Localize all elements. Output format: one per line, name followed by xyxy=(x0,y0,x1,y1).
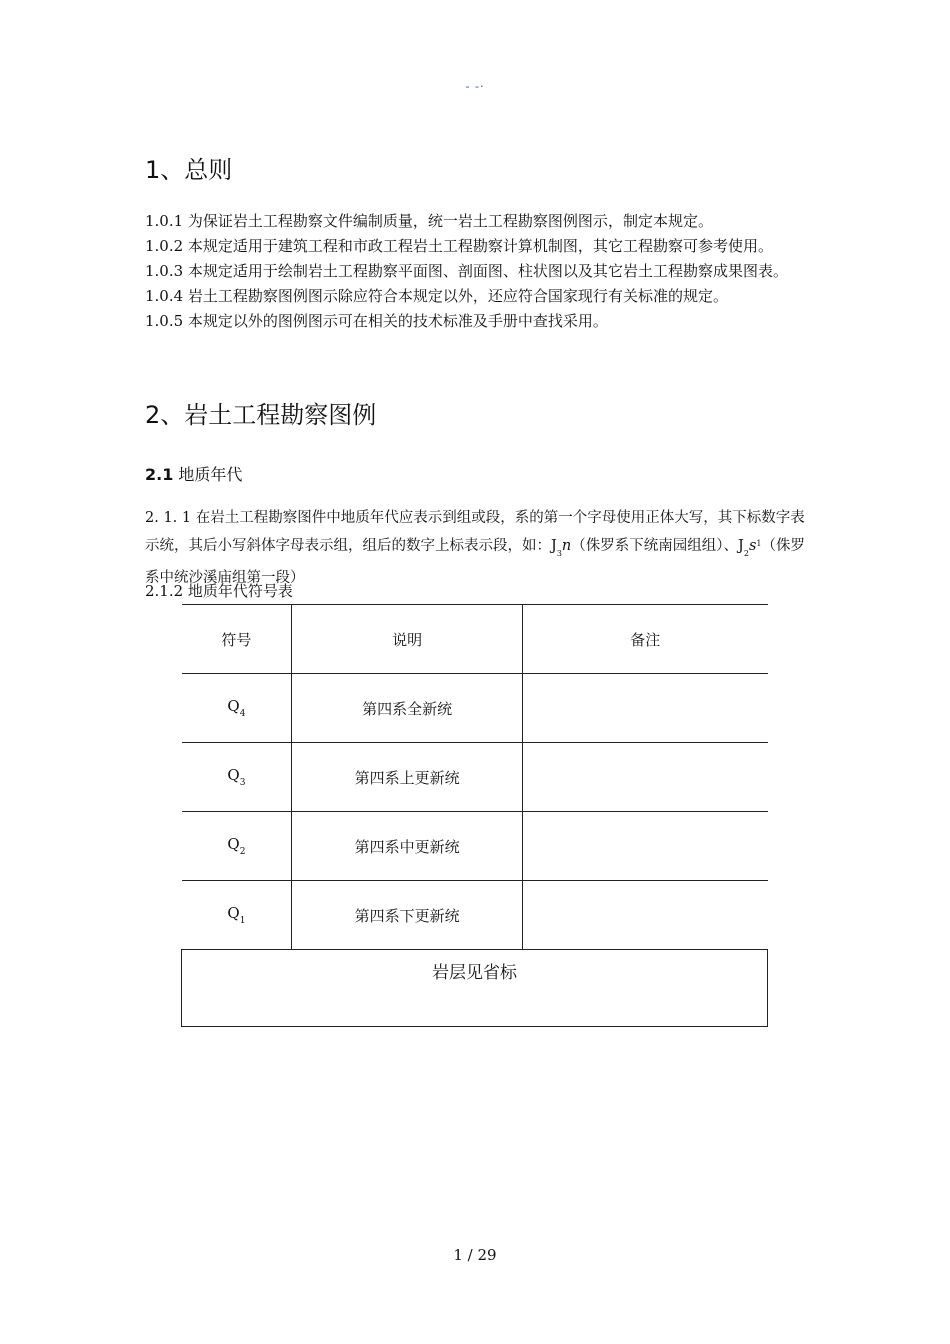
subsection-title: 地质年代 xyxy=(173,465,243,484)
page-number: 1 / 29 xyxy=(453,1246,497,1264)
cell-symbol: $Q_3$ xyxy=(182,743,292,812)
subsection-2-1-heading xyxy=(145,462,242,485)
cell-symbol: $Q_4$ xyxy=(182,674,292,743)
section-1-heading: 1、总则 xyxy=(145,156,233,184)
table-caption: 2.1.2 地质年代符号表 xyxy=(145,582,293,600)
cell-remarks xyxy=(522,812,767,881)
clause-1-0-4: 1.0.4 岩土工程勘察图例图示除应符合本规定以外，还应符合国家现行有关标准的规定。 xyxy=(145,287,728,305)
clause-text-b: （侏罗系下统南园组组）、 xyxy=(571,538,739,554)
cell-symbol: $Q_2$ xyxy=(182,812,292,881)
table-row xyxy=(182,674,768,743)
clause-text-c: （侏罗系中统沙溪庙组第一段） xyxy=(145,538,805,586)
table-row xyxy=(182,881,768,950)
section-2-heading: 2、岩土工程勘察图例 xyxy=(145,401,377,429)
table-row xyxy=(182,812,768,881)
section-1-body xyxy=(145,209,810,334)
cell-symbol: $Q_1$ xyxy=(182,881,292,950)
example-symbol-2: $J_2s^1$ xyxy=(738,538,762,558)
subsection-number: 2.1 xyxy=(145,465,174,484)
clause-1-0-3: 1.0.3 本规定适用于绘制岩土工程勘察平面图、剖面图、柱状图以及其它岩土工程勘察成果图表。 xyxy=(145,262,788,280)
header-symbol: 符号 xyxy=(182,605,292,674)
clause-1-0-2: 1.0.2 本规定适用于建筑工程和市政工程岩土工程勘察计算机制图，其它工程勘察可参考使用。 xyxy=(145,237,773,255)
geologic-age-table xyxy=(181,604,768,1027)
cell-description: 第四系全新统 xyxy=(292,674,523,743)
clause-2-1-1 xyxy=(145,506,810,591)
cell-remarks xyxy=(522,674,767,743)
cell-remarks xyxy=(522,743,767,812)
cell-remarks xyxy=(522,881,767,950)
clause-1-0-1: 1.0.1 为保证岩土工程勘察文件编制质量，统一岩土工程勘察图例图示，制定本规定。 xyxy=(145,212,713,230)
example-symbol-1: $J_3n$ xyxy=(551,538,572,558)
cell-description: 第四系下更新统 xyxy=(292,881,523,950)
clause-1-0-5: 1.0.5 本规定以外的图例图示可在相关的技术标准及手册中查找采用。 xyxy=(145,312,608,330)
header-remarks: 备注 xyxy=(522,605,767,674)
header-mark: - -· xyxy=(465,80,485,93)
cell-description: 第四系中更新统 xyxy=(292,812,523,881)
cell-description: 第四系上更新统 xyxy=(292,743,523,812)
table-row xyxy=(182,743,768,812)
table-footer-note: 岩层见省标 xyxy=(182,950,768,1027)
table-footer-row xyxy=(182,950,768,1027)
clause-text-a: 2. 1. 1 在岩土工程勘察图件中地质年代应表示到组或段，系的第一个字母使用正体大写，其下标数字表示统，其后小写斜体字母表示组，组后的数字上标表示段，如： xyxy=(145,510,805,554)
table-header-row xyxy=(182,605,768,674)
header-description: 说明 xyxy=(292,605,523,674)
